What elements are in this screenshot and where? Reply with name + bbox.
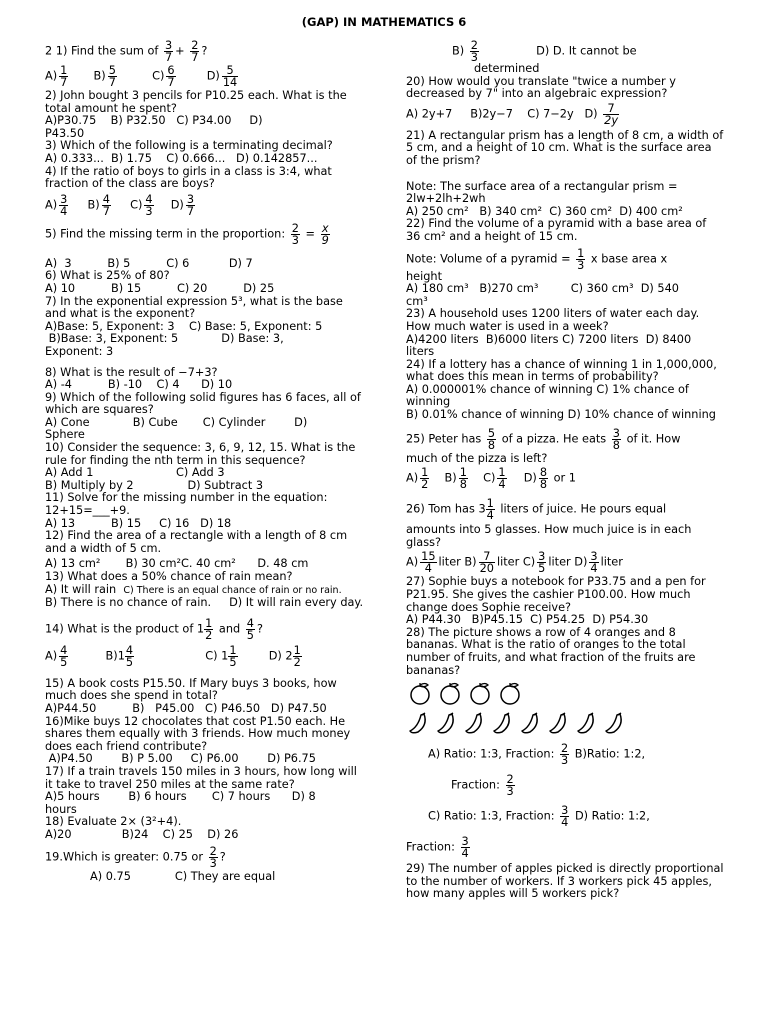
banana-icon (546, 711, 572, 735)
answer-options: A)20 B)24 C) 25 D) 26 (45, 827, 239, 841)
banana-icon (518, 711, 544, 735)
right-column (406, 40, 724, 901)
question-20 (406, 76, 724, 126)
answer-options: A) 3 B) 5 C) 6 D) 7 (45, 256, 253, 270)
answer-option: Fraction: $\frac{2}{3}$ (451, 773, 514, 799)
answer-options: A) 0.75 C) They are equal (90, 869, 276, 883)
fraction: $\frac{2}{7}$ (191, 39, 199, 64)
banana-icon (490, 711, 516, 735)
answer-options: A) 13 cm² B) 30 cm²C. 40 cm² D. 48 cm (45, 557, 309, 571)
answer-options: A)4200 liters B)6000 liters C) 7200 liters D) 8400 (406, 332, 692, 346)
question-text: 12) Find the area of a rectangle with a length of 8 cm and a width of 5 cm. (45, 529, 348, 555)
answer-options: A) 0.000001% chance of winning C) 1% chance of winning (406, 382, 689, 409)
answer-options: A)5 hours B) 6 hours C) 7 hours D) 8 (45, 790, 316, 804)
answer-option: Sphere (45, 428, 85, 442)
answer-options: A)Base: 5, Exponent: 3 C) Base: 5, Exponent: 5 (45, 319, 323, 333)
question-24 (406, 359, 724, 422)
note-text: Note: Volume of a pyramid = (406, 252, 571, 266)
answer-options: A) 10 B) 15 C) 20 D) 25 (45, 281, 275, 295)
answer-options: B) 0.01% chance of winning D) 10% chance of winning (406, 408, 716, 422)
question-11 (45, 492, 365, 530)
answer-options: A) 0.333... B) 1.75 C) 0.666... D) 0.142857... (45, 151, 318, 165)
answer-option: Fraction: $\frac{3}{4}$ (406, 835, 469, 861)
question-text: 26) Tom has (406, 502, 475, 516)
question-27 (406, 576, 724, 626)
answer-options: A) It will rain C) There is an equal chance of rain or no rain. (45, 582, 342, 596)
answer-options: A) $\frac{15}{4}$ liter B) $\frac{7}{20}$ liter C) $\frac{3}{5}$ liter D) $\frac{3}{4}$ liter (406, 550, 623, 576)
answer-options: A) Add 1 C) Add 3 (45, 466, 225, 480)
question-text: 28) The picture shows a row of 4 oranges and 8 bananas. What is the ratio of oranges to the total number of fruits, and what fraction of the fruits are bananas? (406, 625, 696, 677)
question-text: 6) What is 25% of 80? (45, 269, 170, 283)
answer-option: liters (406, 345, 435, 359)
answer-option: determined (474, 62, 540, 75)
orange-icon (406, 681, 434, 705)
question-8 (45, 367, 365, 392)
question-15 (45, 678, 365, 716)
answer-option: hours (45, 802, 77, 816)
plus-sign: + (175, 44, 185, 58)
question-text: 29) The number of apples picked is directly proportional to the number of workers. If 3 workers pick 45 apples, how many apples will 5 workers pick? (406, 862, 724, 901)
left-column (45, 40, 365, 883)
answer-options: A)P4.50 B) P 5.00 C) P6.00 D) P6.75 (45, 752, 316, 766)
question-22: 22) Find the volume of a pyramid with a base area of 36 cm² and a height of 15 cm. Note: Volume of a pyramid = $\frac{1}{3}$ x base area x height A) 180 cm³ B)270 cm³ C) 360 cm³ D) 540 cm³ (406, 218, 724, 308)
banana-icon (602, 711, 628, 735)
question-12 (45, 530, 365, 571)
banana-icon (406, 711, 432, 735)
question-text: 17) If a train travels 150 miles in 3 hours, how long will it take to travel 250 miles at the same rate? (45, 764, 357, 791)
question-text: 24) If a lottery has a chance of winning 1 in 1,000,000, what does this mean in terms of probability? (406, 357, 717, 384)
answer-options: A) 250 cm² B) 340 cm² C) 360 cm² D) 400 cm² (406, 204, 683, 218)
question-text: 23) A household uses 1200 liters of water each day. How much water is used in a week? (406, 307, 700, 333)
question-3 (45, 140, 365, 165)
answer-options: B) There is no chance of rain. D) It will rain every day. (45, 596, 364, 610)
fraction: $\frac{3}{7}$ (164, 39, 173, 64)
answer-options: A) P44.30 B)P45.15 C) P54.25 D) P54.30 (406, 613, 649, 627)
question-21 (406, 130, 724, 219)
question-text: 2 1) Find the sum of (45, 44, 159, 58)
question-text: 2) John bought 3 pencils for P10.25 each. What is the total amount he spent? (45, 89, 347, 115)
question-text: 18) Evaluate 2× (3²+4). (45, 815, 182, 829)
answer-options: A)P44.50 B) P45.00 C) P46.50 D) P47.50 (45, 701, 327, 715)
question-text: 4) If the ratio of boys to girls in a class is 3:4, what fraction of the class are boys? (45, 164, 332, 191)
answer-option: P43.50 (45, 126, 85, 140)
question-text: 5) Find the missing term in the proportion: (45, 227, 286, 241)
question-text: much of the pizza is left? (406, 451, 548, 465)
orange-icon (496, 681, 524, 705)
question-text: 22) Find the volume of a pyramid with a base area of 36 cm² and a height of 15 cm. (406, 217, 707, 243)
answer-options: A) 180 cm³ B)270 cm³ C) 360 cm³ D) 540 (406, 282, 679, 296)
bananas-row (406, 711, 724, 737)
question-5: 5) Find the missing term in the proportion: $\frac{2}{3}$ = $\frac{x}{9}$ A) 3 B) 5 C) 6 D) 7 (45, 223, 365, 271)
question-18 (45, 816, 365, 841)
question-text: 11) Solve for the missing number in the equation: 12+15=___+9. (45, 491, 328, 518)
answer-options: C) Ratio: 1:3, Fraction: $\frac{3}{4}$ D) Ratio: 1:2, (428, 804, 650, 830)
question-10 (45, 442, 365, 492)
question-17 (45, 766, 365, 816)
question-9 (45, 392, 365, 442)
question-text: 9) Which of the following solid figures has 6 faces, all of which are squares? (45, 390, 361, 417)
question-text: 7) In the exponential expression 5³, what is the base and what is the exponent? (45, 294, 343, 321)
question-mark: ? (201, 44, 208, 58)
note-text: Note: The surface area of a rectangular prism = 2lw+2lh+2wh (406, 179, 678, 206)
orange-icon (436, 681, 464, 705)
answer-options: A) Cone B) Cube C) Cylinder D) (45, 415, 308, 429)
answer-options: A) $\frac{1}{2}$ B) $\frac{1}{8}$ C) $\frac{1}{4}$ D) $\frac{8}{8}$ or 1 (406, 466, 576, 492)
question-28 (406, 627, 724, 859)
question-text: 15) A book costs P15.50. If Mary buys 3 books, how much does she spend in total? (45, 676, 337, 703)
question-26: 26) Tom has 3 $\frac{1}{4}$ liters of juice. He pours equal amounts into 5 glasses. How much juice is in each glass? A) $\frac{15}{4}$ liter B) $\frac{7}{20}$ liter C) $\frac{3}{5}$ liter D) $\frac{3}{4}$ liter (406, 498, 724, 574)
question-text: 14) What is the product of (45, 622, 194, 636)
question-14: 14) What is the product of 1 $\frac{1}{2}$ and $\frac{4}{5}$ ? A) $\frac{4}{5}$ B)1 $\frac{4}{5}$ C) 1 $\frac{1}{5}$ D) 2 $\frac{1}{2}$ (45, 618, 365, 668)
question-text: 25) Peter has (406, 432, 482, 446)
answer-options: A) $\frac{3}{4}$ B) $\frac{4}{7}$ C) $\frac{4}{3}$ D) $\frac{3}{7}$ (45, 192, 195, 218)
question-19-continued (406, 40, 724, 76)
answer-options: B)Base: 3, Exponent: 5 D) Base: 3, (45, 332, 284, 346)
question-1 (45, 40, 365, 88)
question-text: 13) What does a 50% chance of rain mean? (45, 570, 293, 583)
question-text: 8) What is the result of −7+3? (45, 365, 218, 379)
orange-icon (466, 681, 494, 705)
banana-icon (574, 711, 600, 735)
question-text: 19.Which is greater: 0.75 or (45, 850, 203, 863)
answer-option: cm³ (406, 294, 428, 308)
answer-options: B) Multiply by 2 D) Subtract 3 (45, 478, 264, 492)
page-title: (GAP) IN MATHEMATICS 6 (301, 15, 467, 29)
oranges-row (406, 681, 724, 707)
answer-options: A)P30.75 B) P32.50 C) P34.00 D) (45, 114, 263, 128)
banana-icon (462, 711, 488, 735)
question-13 (45, 571, 365, 610)
question-29 (406, 863, 724, 901)
question-4 (45, 166, 365, 217)
question-23 (406, 308, 724, 358)
question-2 (45, 90, 365, 140)
question-text: amounts into 5 glasses. How much juice is in each glass? (406, 523, 692, 549)
note-text: height (406, 269, 443, 283)
question-6 (45, 270, 365, 295)
answer-options: A) $\frac{4}{5}$ B)1 $\frac{4}{5}$ C) 1 $\frac{1}{5}$ D) 2 $\frac{1}{2}$ (45, 643, 301, 669)
banana-icon (434, 711, 460, 735)
answer-options: B) $\frac{2}{3}$ D) D. It cannot be (452, 39, 637, 64)
question-16 (45, 716, 365, 766)
question-text: 10) Consider the sequence: 3, 6, 9, 12, 15. What is the rule for finding the nth term in this sequence? (45, 441, 356, 467)
question-text: 16)Mike buys 12 chocolates that cost P1.50 each. He shares them equally with 3 friends. How much money does each friend contribute? (45, 714, 351, 753)
answer-options: A) 2y+7 B)2y−7 C) 7−2y D) $\frac{7}{2y}$ (406, 101, 619, 127)
question-text: 3) Which of the following is a terminating decimal? (45, 139, 333, 153)
answer-options: A) $\frac{1}{7}$ B) $\frac{5}{7}$ C) $\frac{6}{7}$ D) $\frac{5}{14}$ (45, 64, 238, 89)
question-25: 25) Peter has $\frac{5}{8}$ of a pizza. He eats $\frac{3}{8}$ of it. How much of the pizza is left? A) $\frac{1}{2}$ B) $\frac{1}{8}$ C) $\frac{1}{4}$ D) $\frac{8}{8}$ or 1 (406, 428, 724, 491)
answer-options: A) -4 B) -10 C) 4 D) 10 (45, 378, 233, 392)
question-19: 19.Which is greater: 0.75 or $\frac{2}{3}$ ? A) 0.75 C) They are equal (45, 846, 365, 884)
question-text: 20) How would you translate "twice a number y decreased by 7" into an algebraic expression? (406, 74, 676, 101)
question-text: 27) Sophie buys a notebook for P33.75 and a pen for P21.95. She gives the cashier P100.00. How much change does Sophie receive? (406, 575, 706, 614)
answer-option: Exponent: 3 (45, 344, 114, 358)
answer-options: A) Ratio: 1:3, Fraction: $\frac{2}{3}$ B)Ratio: 1:2, (428, 742, 646, 768)
answer-options: A) 13 B) 15 C) 16 D) 18 (45, 516, 232, 530)
question-text: 21) A rectangular prism has a length of 8 cm, a width of 5 cm, and a height of 10 cm. What is the surface area of the prism? (406, 128, 724, 167)
question-7 (45, 296, 365, 359)
